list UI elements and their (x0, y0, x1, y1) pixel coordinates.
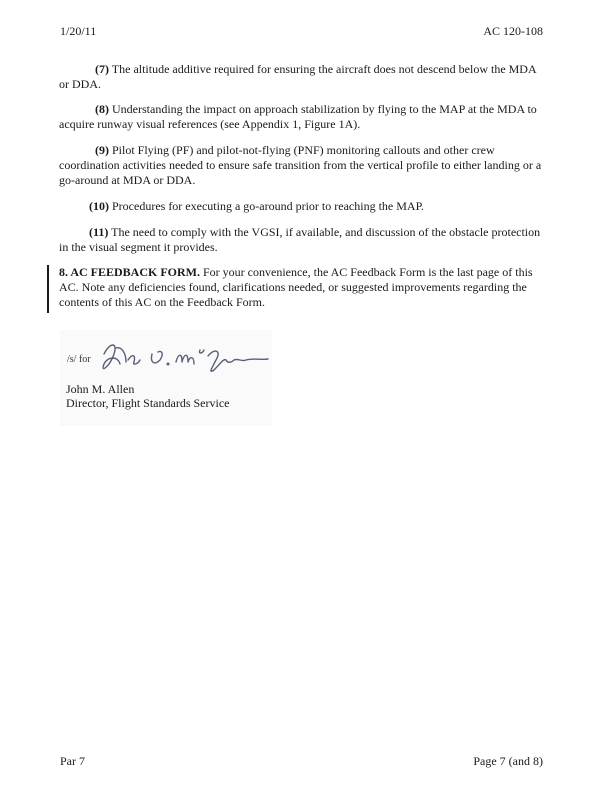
handwritten-signature (96, 334, 271, 380)
paragraph-text: The altitude additive required for ensuring the aircraft does not descend below the MDA or DDA. (59, 62, 536, 91)
header-document-id: AC 120-108 (483, 24, 543, 38)
paragraph-text: The need to comply with the VGSI, if available, and discussion of the obstacle protection in the visual segment it provides. (59, 225, 541, 254)
signature-block (60, 330, 272, 426)
paragraph-7 (59, 62, 545, 92)
footer-page-number: Page 7 (and 8) (473, 754, 543, 768)
paragraph-11 (59, 225, 545, 255)
paragraph-number: (11) (89, 225, 109, 239)
section-8-feedback-form (59, 265, 545, 310)
paragraph-number: (10) (89, 199, 109, 213)
footer-paragraph-ref: Par 7 (60, 754, 85, 768)
signatory-name: John M. Allen (66, 382, 135, 396)
paragraph-9 (59, 143, 545, 188)
paragraph-number: (7) (95, 62, 109, 76)
paragraph-text: Pilot Flying (PF) and pilot-not-flying (PNF) monitoring callouts and other crew coordination activities needed to ensure safe transition from the vertical profile to either landing or a go-around at MDA or DDA. (59, 143, 542, 187)
revision-change-bar (47, 265, 49, 313)
paragraph-8 (59, 102, 545, 132)
signatory-title: Director, Flight Standards Service (66, 396, 230, 410)
paragraph-number: (9) (95, 143, 109, 157)
paragraph-10 (59, 199, 545, 214)
paragraph-text: Understanding the impact on approach stabilization by flying to the MAP at the MDA to acquire runway visual references (see Appendix 1, Figure 1A). (59, 102, 537, 131)
paragraph-number: (8) (95, 102, 109, 116)
signature-prefix: /s/ for (67, 354, 91, 365)
header-date: 1/20/11 (60, 24, 97, 38)
paragraph-text: Procedures for executing a go-around prior to reaching the MAP. (109, 199, 424, 213)
section-text: For your convenience, the AC Feedback Form is the last page of this AC. Note any deficiencies found, clarifications needed, or suggested improvements regarding the contents of this AC on the Feedback Form. (59, 265, 533, 309)
section-heading: 8. AC FEEDBACK FORM. (59, 265, 200, 279)
